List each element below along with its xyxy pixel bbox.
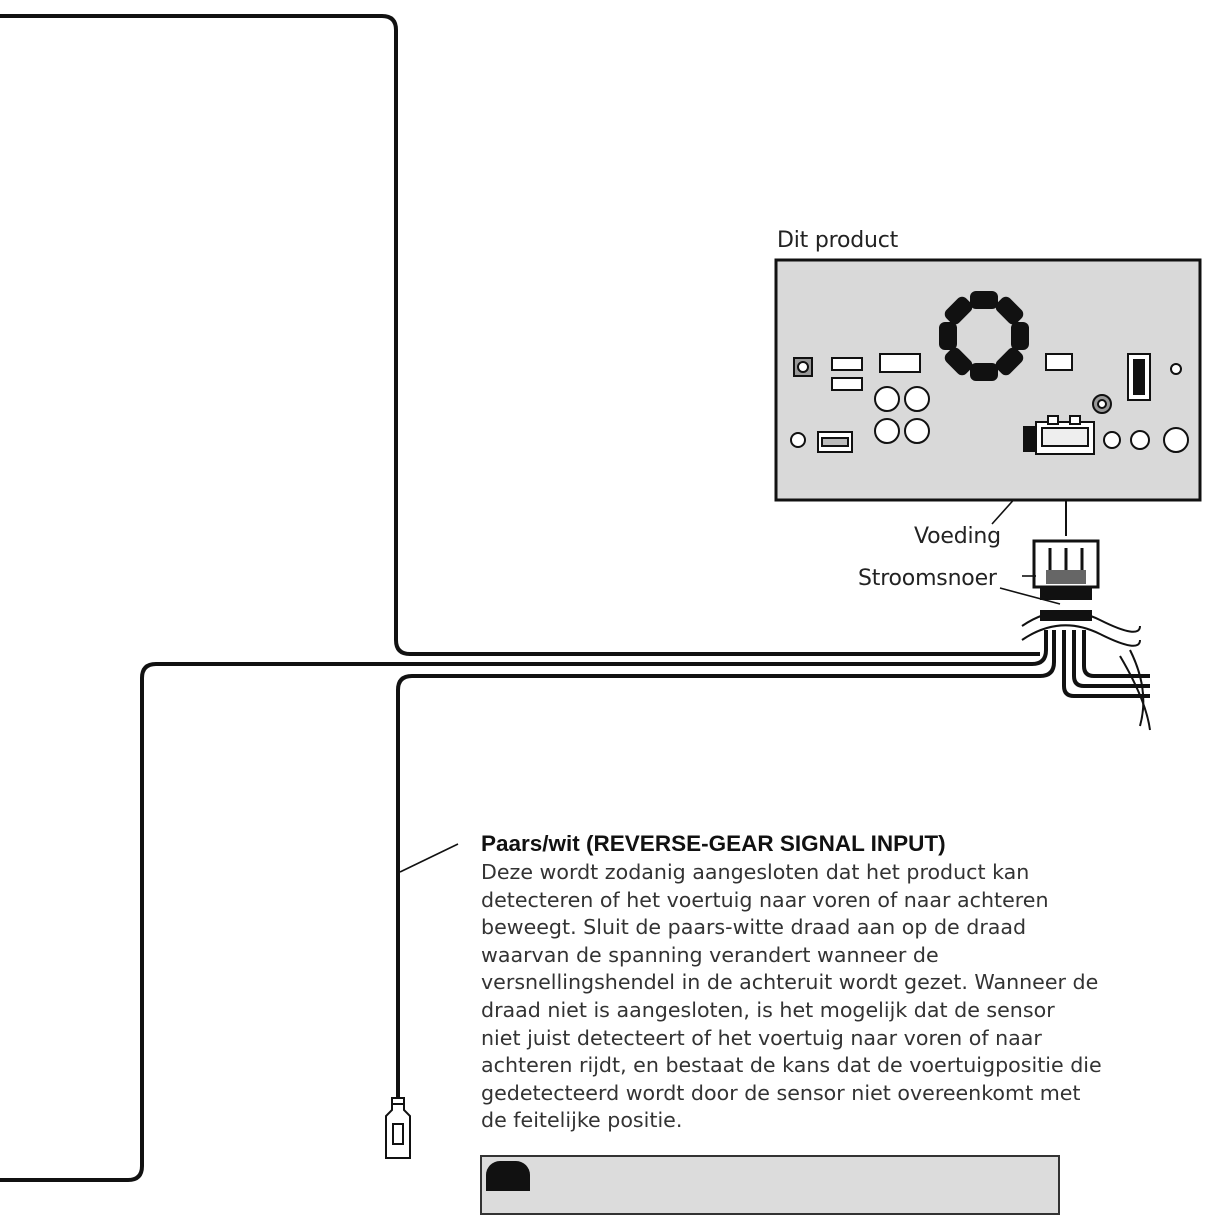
description-line: waarvan de spanning verandert wanneer de — [481, 942, 939, 967]
product-label: Dit product — [777, 228, 899, 253]
description-line: draad niet is aangesloten, is het mogelijk dat de sensor — [481, 997, 1055, 1022]
wire-connector-icon — [386, 1098, 410, 1158]
description-line: achteren rijdt, en bestaat de kans dat de voertuigpositie die — [481, 1053, 1102, 1078]
description-line: detecteren of het voertuig naar voren of naar achteren — [481, 887, 1049, 912]
description-line: gedetecteerd wordt door de sensor niet overeenkomt met — [481, 1080, 1081, 1105]
paragraph-leader — [400, 844, 458, 872]
description-line: de feitelijke positie. — [481, 1108, 683, 1133]
description-line: niet juist detecteert of het voertuig naar voren of naar — [481, 1025, 1042, 1050]
wires-right — [1064, 630, 1150, 696]
product-panel — [776, 260, 1200, 500]
description-title: Paars/wit (REVERSE-GEAR SIGNAL INPUT) — [481, 831, 946, 856]
power-plug — [1034, 541, 1098, 621]
description-block — [481, 831, 1181, 1135]
stroomsnoer-label: Stroomsnoer — [858, 566, 997, 591]
voeding-label: Voeding — [914, 524, 1001, 549]
description-line: versnellingshendel in de achteruit wordt gezet. Wanneer de — [481, 970, 1099, 995]
note-icon — [486, 1161, 530, 1191]
description-line: beweegt. Sluit de paars-witte draad aan op de draad — [481, 915, 1027, 940]
description-line: Deze wordt zodanig aangesloten dat het product kan — [481, 860, 1030, 884]
note-box — [480, 1155, 1060, 1215]
description-body — [481, 859, 1181, 1135]
